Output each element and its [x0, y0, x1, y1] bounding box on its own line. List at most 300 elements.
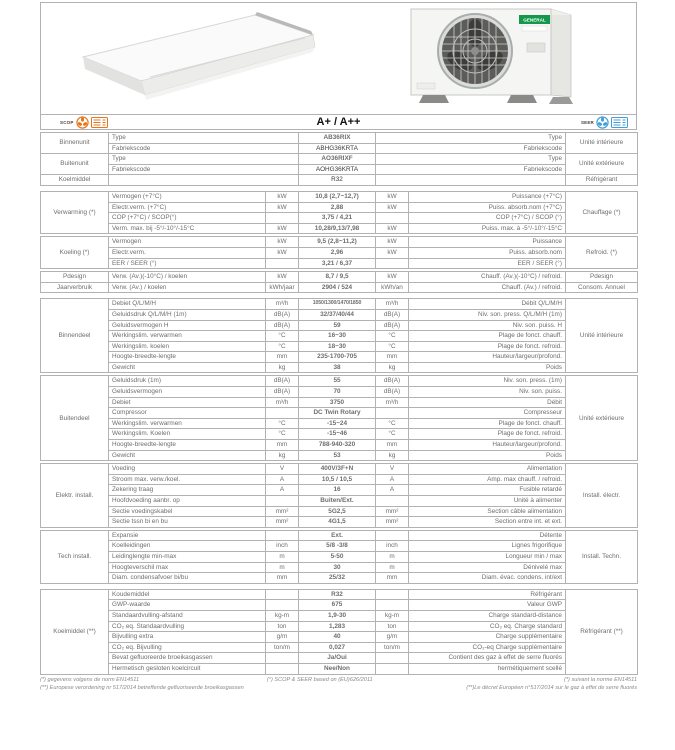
row-unit-left: dB(A) [266, 376, 299, 387]
group-label-right: Chauffage (*) [566, 191, 638, 233]
row-value: 16~30 [299, 331, 376, 342]
group-label-left: Verwarming (*) [41, 191, 109, 233]
spec-row [41, 175, 638, 186]
row-unit-left: dB(A) [266, 387, 299, 398]
row-unit-right: °C [376, 331, 409, 342]
row-unit-left [266, 530, 299, 541]
row-label-fr: Niv. son. press. Q/L/M/H (1m) [409, 309, 566, 320]
row-unit-left: mm [266, 573, 299, 584]
spec-row [41, 506, 638, 517]
spec-table-tech [40, 530, 638, 584]
row-value: 38 [299, 362, 376, 373]
spec-table-identity [40, 132, 638, 186]
row-unit-left: g/m [266, 632, 299, 643]
row-value: 1,283 [299, 621, 376, 632]
row-label-nl: Electr.verm. (+7°C) [109, 202, 266, 213]
spec-row [41, 352, 638, 363]
row-label-fr: Détente [409, 530, 566, 541]
row-label-fr: Dénivelé max [409, 562, 566, 573]
row-unit-right: mm [376, 573, 409, 584]
row-unit-right: kg [376, 362, 409, 373]
group-label-left: Binnendeel [41, 299, 109, 373]
row-label-nl: Koelleidingen [109, 541, 266, 552]
row-label-nl: Geluidsvermogen [109, 387, 266, 398]
row-unit-left [266, 600, 299, 611]
row-label-fr: Lignes frigorifique [409, 541, 566, 552]
row-value: 18~30 [299, 341, 376, 352]
row-unit-left: °C [266, 331, 299, 342]
row-label-fr: Niv. son. puiss. [409, 387, 566, 398]
row-label-fr [376, 175, 566, 186]
row-value: 55 [299, 376, 376, 387]
row-label-fr: CO₂ eq. Charge standard [409, 621, 566, 632]
spec-table-koeling [40, 236, 638, 269]
row-unit-left: kg [266, 450, 299, 461]
row-unit-left: inch [266, 541, 299, 552]
row-label-fr: Charge standard-distance [409, 610, 566, 621]
row-value: AB36RIX [299, 133, 376, 144]
row-value: 25/32 [299, 573, 376, 584]
row-unit-right: kW [376, 191, 409, 202]
row-label-fr: Chauff. (Av.) / refroid. [409, 282, 566, 293]
row-value: 2,96 [299, 247, 376, 258]
seer-energy-label-icon [611, 117, 628, 128]
row-unit-right: m³/h [376, 299, 409, 310]
row-unit-right: kW [376, 247, 409, 258]
group-label-left: Koeling (*) [41, 237, 109, 269]
row-label-fr: Plage de fonct. refroid. [409, 341, 566, 352]
spec-row [41, 341, 638, 352]
spec-row [41, 642, 638, 653]
spec-row [41, 573, 638, 584]
row-unit-right: kW [376, 202, 409, 213]
row-unit-left: mm² [266, 517, 299, 528]
footnote-fr-1: (*) suivant la norme EN14511 [564, 676, 637, 683]
row-unit-left: kW [266, 247, 299, 258]
row-value: 70 [299, 387, 376, 398]
row-label-fr: Puiss. max. à -5°/-10°/-15°C [409, 223, 566, 234]
row-unit-left: ton [266, 621, 299, 632]
row-label-fr: Débit Q/L/M/H [409, 299, 566, 310]
row-unit-right: °C [376, 418, 409, 429]
row-unit-right: m [376, 562, 409, 573]
group-label-right: Unité intérieure [566, 299, 638, 373]
row-label-nl: Voeding [109, 464, 266, 475]
row-value: 9,5 (2,8~11,2) [299, 237, 376, 248]
row-label-fr: Réfrigérant [409, 589, 566, 600]
spec-row [41, 663, 638, 674]
spec-row [41, 517, 638, 528]
row-value: 30 [299, 562, 376, 573]
row-label-nl: Koudemiddel [109, 589, 266, 600]
row-label-nl: Vermogen [109, 237, 266, 248]
spec-row [41, 133, 638, 144]
row-label-nl: Geluidsvermogen H [109, 320, 266, 331]
row-value: 53 [299, 450, 376, 461]
row-label-nl: Standaardvulling-afstand [109, 610, 266, 621]
spec-row [41, 474, 638, 485]
row-label-nl: Verm. max. bij -5°/-10°/-15°C [109, 223, 266, 234]
row-value: 32/37/40/44 [299, 309, 376, 320]
row-label-nl: Gewicht [109, 450, 266, 461]
row-label-fr: Longueur min / max [409, 551, 566, 562]
row-label-fr: Diam. évac. condens. int/ext [409, 573, 566, 584]
row-label-nl: Bijvulling extra [109, 632, 266, 643]
row-unit-left: mm [266, 352, 299, 363]
row-value: Nee/Non [299, 663, 376, 674]
row-unit-right: mm [376, 440, 409, 451]
row-value: Ja/Oui [299, 653, 376, 664]
row-value: 40 [299, 632, 376, 643]
row-value: 3,21 / 6,37 [299, 258, 376, 269]
row-unit-right: A [376, 485, 409, 496]
product-image-panel [40, 2, 637, 115]
spec-row [41, 418, 638, 429]
row-label-nl: Werkingslim. Koelen [109, 429, 266, 440]
row-label-nl: Geluidsdruk (1m) [109, 376, 266, 387]
row-unit-right: inch [376, 541, 409, 552]
footnote-nl-2: (**) Europese verordening nr 517/2014 betreffende gefluoriseerde broeikasgassen [40, 684, 244, 691]
group-label-left: Koelmiddel (**) [41, 589, 109, 674]
row-value: Buiten/Ext. [299, 496, 376, 507]
row-label-fr: Fusible retardé [409, 485, 566, 496]
outdoor-brand-label: GENERAL [523, 17, 546, 23]
row-unit-right [376, 496, 409, 507]
row-value: 10,8 (2,7~12,7) [299, 191, 376, 202]
row-value: 3750 [299, 397, 376, 408]
row-value: -15~24 [299, 418, 376, 429]
row-unit-left: ton/m [266, 642, 299, 653]
row-unit-right: kWh/an [376, 282, 409, 293]
row-unit-left: m [266, 551, 299, 562]
row-unit-right: dB(A) [376, 320, 409, 331]
spec-row [41, 247, 638, 258]
row-unit-left [266, 408, 299, 419]
row-unit-right: mm² [376, 517, 409, 528]
group-label-left: Jaarverbruik [41, 282, 109, 293]
row-unit-left: m [266, 562, 299, 573]
row-value: 5/8 -3/8 [299, 541, 376, 552]
row-label-fr: Section câble alimentation [409, 506, 566, 517]
row-unit-right [376, 653, 409, 664]
row-label-fr: Puiss. absorb.nom (+7°C) [409, 202, 566, 213]
spec-row [41, 154, 638, 165]
row-unit-left: m³/h [266, 299, 299, 310]
row-value: Ext. [299, 530, 376, 541]
row-unit-left: kW [266, 272, 299, 283]
row-unit-left: kW [266, 202, 299, 213]
spec-row [41, 320, 638, 331]
row-label-fr: Amp. max chauff. / refroid. [409, 474, 566, 485]
row-unit-right [376, 589, 409, 600]
group-label-right: Consom. Annuel [566, 282, 638, 293]
row-label-fr: Plage de fonct. refroid. [409, 429, 566, 440]
row-label-nl: Verw. (Av.)(-10°C) / koelen [109, 272, 266, 283]
row-unit-right: A [376, 474, 409, 485]
row-unit-right [376, 530, 409, 541]
row-label-nl: Zekering traag [109, 485, 266, 496]
row-unit-right: dB(A) [376, 376, 409, 387]
row-label-fr: Fabriekscode [376, 143, 566, 154]
spec-row [41, 541, 638, 552]
row-label-fr: Poids [409, 362, 566, 373]
row-value: 2,88 [299, 202, 376, 213]
row-label-nl: Vermogen (+7°C) [109, 191, 266, 202]
group-label-right: Unité extérieure [566, 154, 638, 175]
row-label-fr: Niv. son. puiss. H [409, 320, 566, 331]
group-label-right: Install. électr. [566, 464, 638, 528]
row-label-nl: Fabriekscode [109, 164, 299, 175]
row-unit-right: dB(A) [376, 387, 409, 398]
row-value: 235-1700-705 [299, 352, 376, 363]
outdoor-unit-image [393, 3, 608, 115]
row-value: 10,5 / 10,5 [299, 474, 376, 485]
row-label-nl: Sectie voedingskabel [109, 506, 266, 517]
row-label-fr: Poids [409, 450, 566, 461]
group-label-left: Pdesign [41, 272, 109, 283]
row-label-fr: Section entre int. et ext. [409, 517, 566, 528]
row-value: 5-50 [299, 551, 376, 562]
row-label-fr: Valeur GWP [409, 600, 566, 611]
seer-rating-group [581, 115, 628, 129]
row-unit-right: kW [376, 237, 409, 248]
row-label-nl: Gewicht [109, 362, 266, 373]
row-unit-right [376, 600, 409, 611]
row-label-nl: EER / SEER (°) [109, 258, 266, 269]
spec-row [41, 299, 638, 310]
row-unit-right: m [376, 551, 409, 562]
spec-tables-container [40, 132, 637, 675]
row-label-nl: Sectie tssn bi en bu [109, 517, 266, 528]
group-label-right: Install. Techn. [566, 530, 638, 583]
row-value: AOHG36KRTA [299, 164, 376, 175]
row-label-fr: Alimentation [409, 464, 566, 475]
row-label-nl: CO₂ eq. Standaardvulling [109, 621, 266, 632]
footnote-row-2 [40, 685, 637, 691]
row-unit-right: m³/h [376, 397, 409, 408]
row-label-nl: Hermetisch gesloten koelcircuit [109, 663, 266, 674]
row-label-fr: Hauteur/largeur/profond. [409, 352, 566, 363]
spec-row [41, 387, 638, 398]
spec-row [41, 440, 638, 451]
row-label-fr: COP (+7°C) / SCOP (°) [409, 213, 566, 224]
footnotes [40, 677, 637, 691]
group-label-right: Unité intérieure [566, 133, 638, 154]
row-unit-right [376, 258, 409, 269]
row-value: DC Twin Rotary [299, 408, 376, 419]
footnote-fr-2: (**)Le décret Européen n°517/2014 sur le gaz à effet de serre fluorés [466, 684, 637, 691]
row-label-nl: Fabriekscode [109, 143, 299, 154]
row-unit-left [266, 496, 299, 507]
spec-row [41, 450, 638, 461]
row-unit-right: kW [376, 223, 409, 234]
scop-label: SCOP [60, 119, 74, 125]
spec-row [41, 530, 638, 541]
row-label-nl: Type [109, 154, 299, 165]
row-label-nl: Electr.verm. [109, 247, 266, 258]
group-label-right: Unité extérieure [566, 376, 638, 461]
row-label-fr: Contient des gaz à effet de serre fluorés [409, 653, 566, 664]
row-unit-left: kW [266, 237, 299, 248]
spec-table-koelmiddel [40, 589, 638, 675]
row-value: 400V/3F+N [299, 464, 376, 475]
spec-row [41, 485, 638, 496]
spec-row [41, 282, 638, 293]
spec-row [41, 376, 638, 387]
row-value: 16 [299, 485, 376, 496]
row-value: 675 [299, 600, 376, 611]
group-label-left: Buitenunit [41, 154, 109, 175]
row-unit-right: mm² [376, 506, 409, 517]
spec-row [41, 272, 638, 283]
row-label-nl: Werkingslim. verwarmen [109, 418, 266, 429]
row-unit-right: V [376, 464, 409, 475]
row-unit-left: kWh/jaar [266, 282, 299, 293]
row-value: 788-940-320 [299, 440, 376, 451]
row-label-nl: Debiet Q/L/M/H [109, 299, 266, 310]
row-unit-left: A [266, 474, 299, 485]
row-value: 2904 / 524 [299, 282, 376, 293]
footnote-en-1: (°) SCOP & SEER based on (EU)626/2011 [266, 676, 373, 683]
seer-label: SEER [580, 119, 594, 125]
row-unit-left [266, 258, 299, 269]
group-label-right: Réfrigérant (**) [566, 589, 638, 674]
row-unit-right: mm [376, 352, 409, 363]
spec-row [41, 408, 638, 419]
spec-table-elektr [40, 463, 638, 528]
spec-row [41, 213, 638, 224]
row-value: 8,7 / 9,5 [299, 272, 376, 283]
row-value: 59 [299, 320, 376, 331]
row-unit-left [266, 653, 299, 664]
row-label-fr: Fabriekscode [376, 164, 566, 175]
row-unit-right: °C [376, 341, 409, 352]
spec-row [41, 362, 638, 373]
spec-table-design [40, 271, 638, 293]
row-label-nl: GWP-waarde [109, 600, 266, 611]
spec-row [41, 223, 638, 234]
spec-table-binnendeel [40, 298, 638, 373]
footnote-row-1 [40, 677, 637, 683]
row-unit-right [376, 213, 409, 224]
row-value: ABHG36KRTA [299, 143, 376, 154]
row-value: 1,9-30 [299, 610, 376, 621]
row-label-fr: Niv. son. press. (1m) [409, 376, 566, 387]
row-label-fr: hermétiquement scellé [409, 663, 566, 674]
row-label-nl: CO₂ eq. Bijvulling [109, 642, 266, 653]
energy-class-value: A+ / A++ [316, 116, 361, 128]
row-label-fr: Hauteur/largeur/profond. [409, 440, 566, 451]
row-unit-right [376, 408, 409, 419]
row-label-nl: Diam. condensafvoer bi/bu [109, 573, 266, 584]
spec-row [41, 600, 638, 611]
row-unit-left: °C [266, 429, 299, 440]
row-unit-left: kg-m [266, 610, 299, 621]
group-label-right: Réfrigérant [566, 175, 638, 186]
spec-sheet-content [40, 2, 637, 691]
row-unit-left: kW [266, 191, 299, 202]
row-unit-left: mm² [266, 506, 299, 517]
row-label-fr: Plage de fonct. chauff. [409, 418, 566, 429]
row-label-fr: Puissance [409, 237, 566, 248]
spec-row [41, 309, 638, 320]
spec-row [41, 191, 638, 202]
row-unit-left: °C [266, 418, 299, 429]
spec-row [41, 202, 638, 213]
spec-row [41, 429, 638, 440]
row-value: AO36RIXF [299, 154, 376, 165]
spec-row [41, 331, 638, 342]
row-unit-right: kg [376, 450, 409, 461]
row-label-fr: Charge supplémentaire [409, 632, 566, 643]
row-value: 3,75 / 4,21 [299, 213, 376, 224]
row-label-fr: Type [376, 154, 566, 165]
row-unit-right: kg-m [376, 610, 409, 621]
row-label-nl: Hoogte-breedte-lengte [109, 440, 266, 451]
group-label-right: Pdesign [566, 272, 638, 283]
spec-row [41, 143, 638, 154]
row-value: 1050/1300/1470/1850 [299, 299, 376, 310]
indoor-unit-image [55, 5, 345, 113]
row-label-fr: Unité à alimenter [409, 496, 566, 507]
row-value: R32 [299, 589, 376, 600]
row-label-nl: Werkingslim. koelen [109, 341, 266, 352]
row-value: 10,28/9,13/7,98 [299, 223, 376, 234]
row-label-fr: Puissance (+7°C) [409, 191, 566, 202]
row-unit-right: ton/m [376, 642, 409, 653]
row-label-nl [109, 175, 299, 186]
row-label-nl: COP (+7°C) / SCOP(°) [109, 213, 266, 224]
row-label-nl: Stroom max. verw./koel. [109, 474, 266, 485]
group-label-left: Elektr. install. [41, 464, 109, 528]
group-label-right: Refroid. (*) [566, 237, 638, 269]
row-unit-right [376, 663, 409, 674]
row-unit-right: ton [376, 621, 409, 632]
row-unit-right: g/m [376, 632, 409, 643]
row-label-nl: Expansie [109, 530, 266, 541]
row-unit-left: kW [266, 223, 299, 234]
row-unit-left [266, 663, 299, 674]
row-label-fr: Chauff. (Av.)(-10°C) / refroid. [409, 272, 566, 283]
row-unit-left [266, 589, 299, 600]
row-label-fr: Puiss. absorb.nom [409, 247, 566, 258]
row-label-fr: CO₂-eq Charge supplémentaire [409, 642, 566, 653]
seer-fan-icon [596, 116, 609, 129]
row-unit-right: kW [376, 272, 409, 283]
spec-row [41, 562, 638, 573]
row-label-nl: Type [109, 133, 299, 144]
row-label-fr: Débit [409, 397, 566, 408]
spec-row [41, 496, 638, 507]
row-unit-left: A [266, 485, 299, 496]
row-label-nl: Hoofdvoeding aanbr. op [109, 496, 266, 507]
spec-table-verwarming [40, 191, 638, 234]
spec-row [41, 589, 638, 600]
row-unit-left [266, 213, 299, 224]
spec-row [41, 258, 638, 269]
row-unit-right: °C [376, 429, 409, 440]
footnote-nl-1: (*) gegevens volgens de norm EN14511 [40, 676, 140, 683]
row-label-nl: Verw. (Av.) / koelen [109, 282, 266, 293]
row-unit-left: m³/h [266, 397, 299, 408]
group-label-left: Buitendeel [41, 376, 109, 461]
row-label-nl: Geluidsdruk Q/L/M/H (1m) [109, 309, 266, 320]
row-unit-left: mm [266, 440, 299, 451]
group-label-left: Koelmiddel [41, 175, 109, 186]
row-unit-left: °C [266, 341, 299, 352]
row-unit-right: dB(A) [376, 309, 409, 320]
spec-row [41, 653, 638, 664]
